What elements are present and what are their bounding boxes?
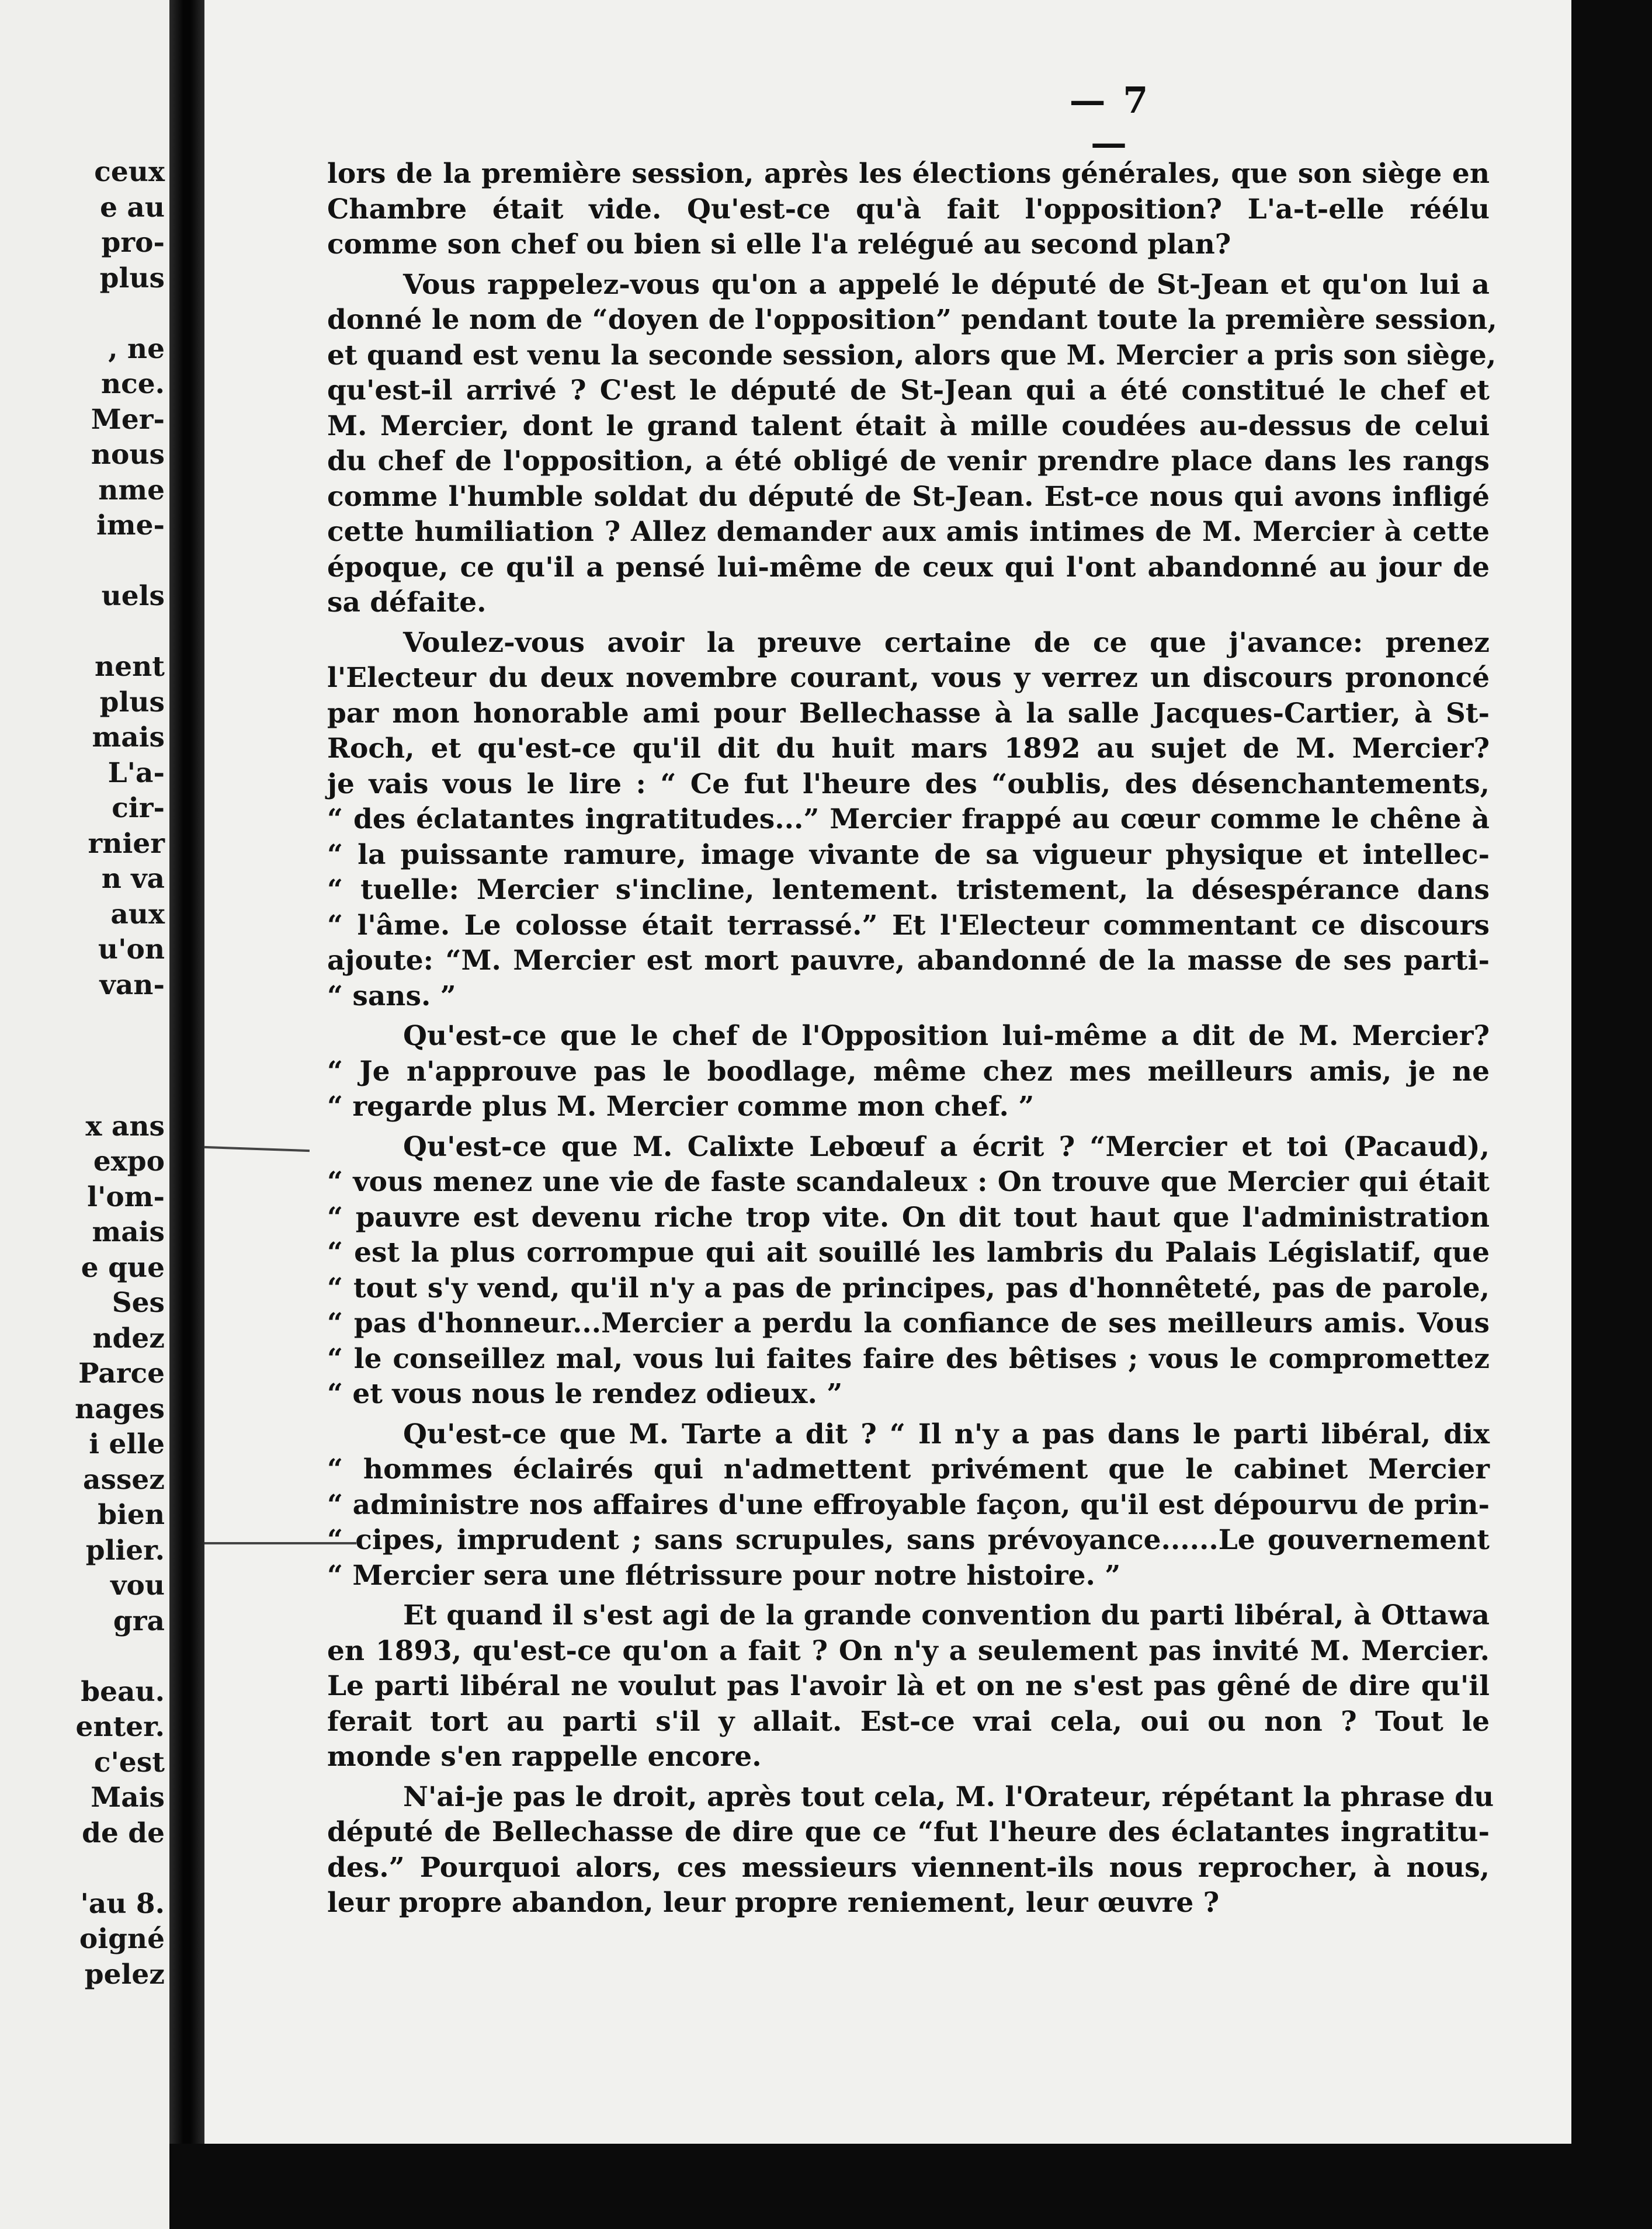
- body-text-line: des.” Pourquoi alors, ces messieurs viennent-ils nous reprocher, à nous,: [327, 1851, 1490, 1884]
- previous-page-line: [0, 296, 169, 331]
- previous-page-line: cir-: [112, 792, 165, 824]
- body-text-line: ajoute: “M. Mercier est mort pauvre, abandonné de la masse de ses parti-: [327, 945, 1490, 977]
- body-text-line: “ vous menez une vie de faste scandaleux : On trouve que Mercier qui était: [327, 1166, 1490, 1198]
- body-text-line: lors de la première session, après les élections générales, que son siège en: [327, 158, 1490, 190]
- body-text-line: Qu'est-ce que le chef de l'Opposition lui-même a dit de M. Mercier?: [403, 1020, 1490, 1052]
- body-text-line: du chef de l'opposition, a été obligé de venir prendre place dans les rangs: [327, 445, 1490, 477]
- body-text-line: leur propre abandon, leur propre reniement, leur œuvre ?: [327, 1887, 1220, 1919]
- body-text-line: Qu'est-ce que M. Calixte Lebœuf a écrit ? “Mercier et toi (Pacaud),: [403, 1130, 1490, 1163]
- body-text-line: ferait tort au parti s'il y allait. Est-ce vrai cela, oui ou non ? Tout le: [327, 1705, 1490, 1738]
- previous-page-line: [0, 544, 169, 579]
- body-text-line: époque, ce qu'il a pensé lui-même de ceux qui l'ont abandonné au jour de: [327, 551, 1490, 584]
- body-text-line: par mon honorable ami pour Bellechasse à la salle Jacques-Cartier, à St-: [327, 697, 1490, 730]
- body-text-line: “ sans. ”: [327, 980, 456, 1012]
- body-text-line: je vais vous le lire : “ Ce fut l'heure des “oublis, des désenchantements,: [327, 768, 1490, 800]
- previous-page-line: expo: [93, 1145, 165, 1178]
- body-text-line: Voulez-vous avoir la preuve certaine de ce que j'avance: prenez: [403, 626, 1490, 659]
- body-text-line: Vous rappelez-vous qu'on a appelé le député de St-Jean et qu'on lui a: [403, 268, 1490, 301]
- previous-page-line: uels: [101, 580, 165, 612]
- body-text-line: “ et vous nous le rendez odieux. ”: [327, 1378, 843, 1410]
- previous-page-line: enter.: [75, 1711, 165, 1743]
- body-text-line: cette humiliation ? Allez demander aux amis intimes de M. Mercier à cette: [327, 516, 1490, 548]
- previous-page-line: l'om-: [87, 1181, 165, 1213]
- previous-page-line: [0, 1639, 169, 1674]
- previous-page-line: Ses: [112, 1287, 165, 1319]
- previous-page-line: nages: [75, 1393, 165, 1425]
- body-text-line: “ des éclatantes ingratitudes...” Mercier frappé au cœur comme le chêne à: [327, 803, 1490, 835]
- body-text-line: donné le nom de “doyen de l'opposition” pendant toute la première session,: [327, 304, 1497, 336]
- body-text-line: “ administre nos affaires d'une effroyable façon, qu'il est dépourvu de prin-: [327, 1488, 1490, 1521]
- scan-border-bottom: [169, 2144, 1652, 2229]
- scan-border-right: [1571, 0, 1652, 2229]
- previous-page-line: ndez: [92, 1322, 165, 1355]
- previous-page-line: Parce: [78, 1357, 165, 1390]
- previous-page-line: [0, 1039, 169, 1074]
- previous-page-line: assez: [83, 1463, 165, 1496]
- body-text-line: “ l'âme. Le colosse était terrassé.” Et l'Electeur commentant ce discours: [327, 909, 1490, 942]
- body-text-line: comme l'humble soldat du député de St-Jean. Est-ce nous qui avons infligé: [327, 480, 1490, 513]
- previous-page-line: [0, 1851, 169, 1886]
- body-text-line: député de Bellechasse de dire que ce “fut l'heure des éclatantes ingratitu-: [327, 1816, 1490, 1848]
- previous-page-line: n va: [101, 863, 165, 895]
- previous-page-line: nous: [91, 439, 165, 471]
- body-text-line: “ le conseillez mal, vous lui faites faire des bêtises ; vous le compromettez: [327, 1342, 1490, 1375]
- previous-page-line: e au: [100, 191, 165, 224]
- previous-page-line: [0, 614, 169, 650]
- body-text-line: l'Electeur du deux novembre courant, vous y verrez un discours prononcé: [327, 662, 1490, 694]
- body-text-line: “ hommes éclairés qui n'admettent privément que le cabinet Mercier: [327, 1453, 1490, 1485]
- previous-page-line: ime-: [96, 509, 165, 541]
- previous-page-line: 'au 8.: [80, 1887, 165, 1920]
- previous-page-line: u'on: [98, 933, 165, 966]
- previous-page-line: nce.: [100, 368, 165, 400]
- previous-page-line: x ans: [85, 1110, 165, 1143]
- previous-page-line: de de: [82, 1817, 165, 1849]
- body-text-line: “ regarde plus M. Mercier comme mon chef. ”: [327, 1091, 1035, 1123]
- body-text-line: “ Je n'approuve pas le boodlage, même chez mes meilleurs amis, je ne: [327, 1055, 1490, 1088]
- body-text-line: et quand est venu la seconde session, alors que M. Mercier a pris son siège,: [327, 339, 1497, 372]
- previous-page-line: rnier: [88, 827, 165, 860]
- body-text-line: “ tuelle: Mercier s'incline, lentement. tristement, la désespérance dans: [327, 874, 1490, 906]
- previous-page-line: e que: [81, 1251, 165, 1284]
- previous-page-line: i elle: [89, 1428, 165, 1460]
- body-text-line: Chambre était vide. Qu'est-ce qu'à fait l'opposition? L'a-t-elle réélu: [327, 193, 1490, 225]
- body-text-line: Roch, et qu'est-ce qu'il dit du huit mars 1892 au sujet de M. Mercier?: [327, 732, 1490, 765]
- previous-page-line: Mer-: [91, 403, 165, 436]
- previous-page-line: , ne: [108, 332, 165, 365]
- body-text-line: qu'est-il arrivé ? C'est le député de St-Jean qui a été constitué le chef et: [327, 374, 1490, 407]
- previous-page-line: bien: [98, 1499, 165, 1531]
- previous-page-line: nme: [98, 474, 165, 506]
- page-number: — 7 —: [1069, 79, 1151, 164]
- previous-page-line: pro-: [101, 227, 165, 259]
- page-gutter: [169, 0, 204, 2229]
- previous-page-line: pelez: [84, 1958, 165, 1991]
- body-text-line: Le parti libéral ne voulut pas l'avoir là et on ne s'est pas gêné de dire qu'il: [327, 1670, 1490, 1702]
- body-text-line: “ tout s'y vend, qu'il n'y a pas de principes, pas d'honnêteté, pas de parole,: [327, 1272, 1490, 1304]
- previous-page-line: plus: [99, 262, 165, 294]
- previous-page-line: vou: [110, 1570, 165, 1602]
- previous-page-line: oigné: [79, 1923, 165, 1955]
- main-page: [204, 0, 1571, 2144]
- previous-page-line: nent: [95, 651, 165, 683]
- previous-page-line: ceux: [94, 156, 165, 188]
- previous-page-line: van-: [99, 968, 165, 1001]
- body-text-line: monde s'en rappelle encore.: [327, 1741, 762, 1773]
- body-text-line: “ cipes, imprudent ; sans scrupules, sans prévoyance......Le gouvernement: [327, 1524, 1490, 1556]
- body-text-line: M. Mercier, dont le grand talent était à mille coudées au-dessus de celui: [327, 409, 1490, 442]
- previous-page-line: L'a-: [107, 756, 165, 789]
- body-text-line: en 1893, qu'est-ce qu'on a fait ? On n'y a seulement pas invité M. Mercier.: [327, 1634, 1490, 1667]
- body-text-line: “ est la plus corrompue qui ait souillé les lambris du Palais Législatif, que: [327, 1237, 1490, 1269]
- body-text-line: Et quand il s'est agi de la grande convention du parti libéral, à Ottawa: [403, 1599, 1490, 1631]
- previous-page-line: Mais: [91, 1782, 165, 1814]
- body-text-line: “ Mercier sera une flétrissure pour notre histoire. ”: [327, 1559, 1121, 1592]
- body-text-line: “ pas d'honneur...Mercier a perdu la confiance de ses meilleurs amis. Vous: [327, 1307, 1490, 1339]
- previous-page-line: mais: [92, 721, 165, 754]
- previous-page-line: aux: [110, 898, 165, 931]
- body-text-line: “ pauvre est devenu riche trop vite. On dit tout haut que l'administration: [327, 1201, 1490, 1234]
- previous-page-line: beau.: [81, 1675, 165, 1708]
- previous-page-fragment: [0, 0, 169, 2229]
- body-text-line: Qu'est-ce que M. Tarte a dit ? “ Il n'y a pas dans le parti libéral, dix: [403, 1418, 1490, 1450]
- body-text-line: “ la puissante ramure, image vivante de sa vigueur physique et intellec-: [327, 838, 1490, 871]
- previous-page-line: plus: [99, 686, 165, 718]
- previous-page-line: c'est: [93, 1746, 165, 1779]
- previous-page-line: plier.: [85, 1534, 165, 1567]
- previous-page-line: [0, 1003, 169, 1038]
- previous-page-line: gra: [113, 1605, 165, 1637]
- previous-page-line: mais: [92, 1216, 165, 1248]
- body-text-line: comme son chef ou bien si elle l'a relégué au second plan?: [327, 228, 1231, 261]
- page-fold-crease: [204, 1146, 310, 1152]
- body-text-line: sa défaite.: [327, 586, 487, 619]
- previous-page-line: [0, 1074, 169, 1109]
- body-text-line: N'ai-je pas le droit, après tout cela, M. l'Orateur, répétant la phrase du: [403, 1780, 1494, 1813]
